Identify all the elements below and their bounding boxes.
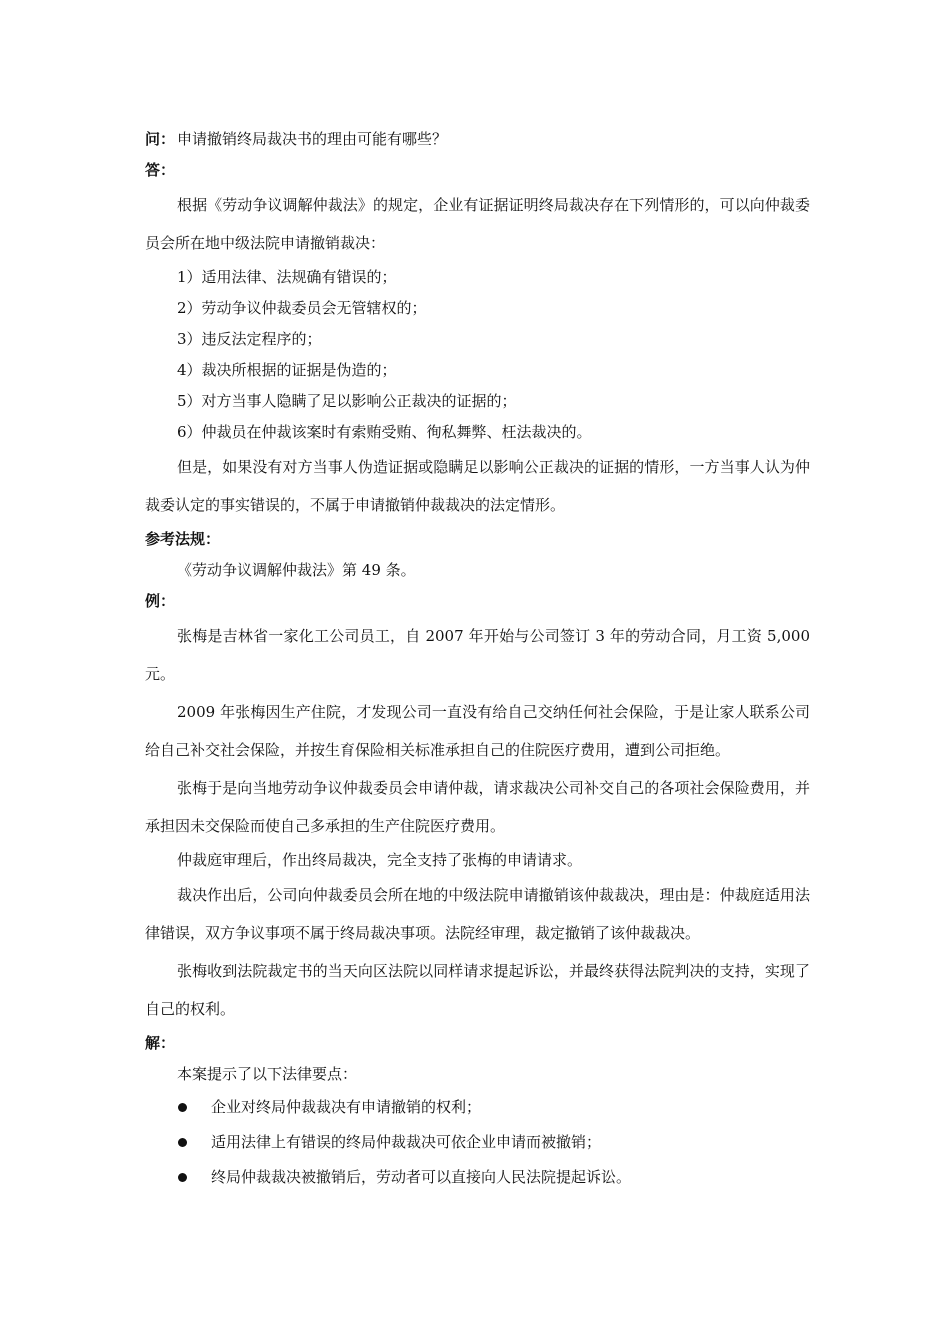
solution-point-text: 终局仲裁裁决被撤销后，劳动者可以直接向人民法院提起诉讼。 (211, 1168, 632, 1186)
example-paragraph: 张梅于是向当地劳动争议仲裁委员会申请仲裁，请求裁决公司补交自己的各项社会保险费用，并承担因未交保险而使自己多承担的生产住院医疗费用。 (145, 779, 810, 835)
solution-point (145, 1090, 810, 1125)
answer-item: 6）仲裁员在仲裁该案时有索贿受贿、徇私舞弊、枉法裁决的。 (177, 423, 592, 441)
bullet-icon (178, 1173, 187, 1182)
solution-point-text: 适用法律上有错误的终局仲裁裁决可依企业申请而被撤销； (211, 1133, 602, 1151)
question-text: 申请撤销终局裁决书的理由可能有哪些？ (177, 130, 448, 148)
question-label: 问： (145, 130, 176, 148)
example-paragraph: 张梅是吉林省一家化工公司员工，自 2007 年开始与公司签订 3 年的劳动合同，月工资 5,000 元。 (145, 627, 810, 683)
example-paragraph: 张梅收到法院裁定书的当天向区法院以同样请求提起诉讼，并最终获得法院判决的支持，实现了自己的权利。 (145, 962, 810, 1018)
example-label: 例： (145, 592, 176, 610)
solution-point (145, 1160, 810, 1195)
answer-item: 5）对方当事人隐瞒了足以影响公正裁决的证据的； (177, 392, 517, 410)
answer-note: 但是，如果没有对方当事人伪造证据或隐瞒足以影响公正裁决的证据的情形，一方当事人认为仲裁委认定的事实错误的，不属于申请撤销仲裁裁决的法定情形。 (145, 458, 810, 514)
answer-intro: 根据《劳动争议调解仲裁法》的规定，企业有证据证明终局裁决存在下列情形的，可以向仲裁委员会所在地中级法院申请撤销裁决： (145, 196, 810, 252)
example-paragraph: 裁决作出后，公司向仲裁委员会所在地的中级法院申请撤销该仲裁裁决，理由是：仲裁庭适用法律错误，双方争议事项不属于终局裁决事项。法院经审理，裁定撤销了该仲裁裁决。 (145, 886, 810, 942)
reference-text: 《劳动争议调解仲裁法》第 49 条。 (177, 561, 416, 579)
answer-item: 4）裁决所根据的证据是伪造的； (177, 361, 397, 379)
answer-item: 3）违反法定程序的； (177, 330, 322, 348)
solution-intro: 本案提示了以下法律要点： (177, 1065, 358, 1083)
bullet-icon (178, 1138, 187, 1147)
question-line (145, 124, 810, 155)
bullet-icon (178, 1103, 187, 1112)
example-paragraph: 2009 年张梅因生产住院，才发现公司一直没有给自己交纳任何社会保险，于是让家人联系公司给自己补交社会保险，并按生育保险相关标准承担自己的住院医疗费用，遭到公司拒绝。 (145, 703, 810, 759)
solution-label: 解： (145, 1034, 176, 1052)
answer-label: 答： (145, 161, 176, 179)
solution-point (145, 1125, 810, 1160)
document-body (145, 124, 810, 1195)
answer-item: 2）劳动争议仲裁委员会无管辖权的； (177, 299, 427, 317)
answer-item: 1）适用法律、法规确有错误的； (177, 268, 397, 286)
example-paragraph: 仲裁庭审理后，作出终局裁决，完全支持了张梅的申请请求。 (177, 851, 583, 869)
solution-point-text: 企业对终局仲裁裁决有申请撤销的权利； (211, 1098, 482, 1116)
reference-label: 参考法规： (145, 530, 221, 548)
